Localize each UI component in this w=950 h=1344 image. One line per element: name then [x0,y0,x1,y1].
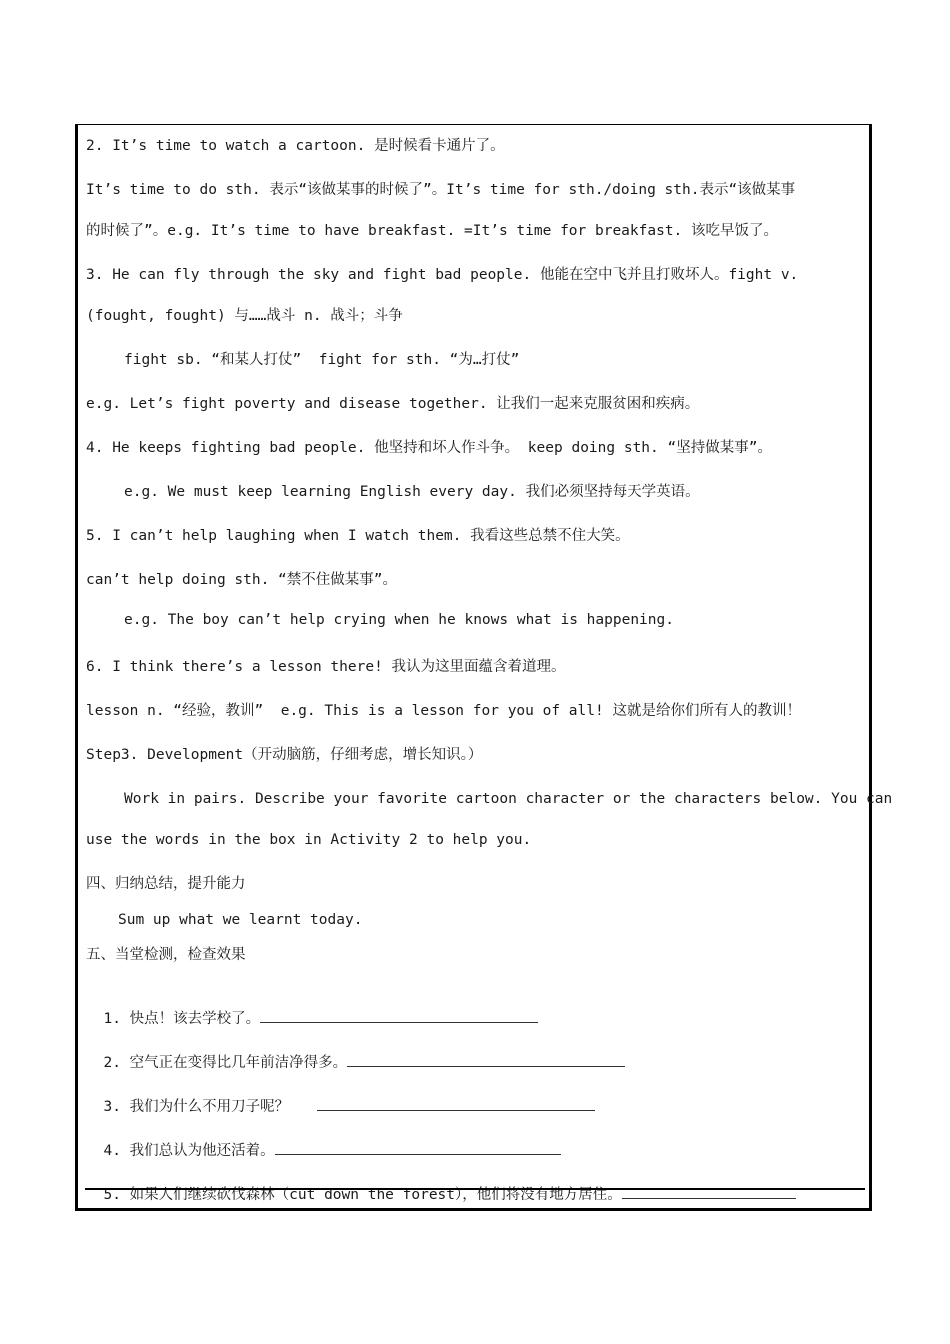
text-line: 3. He can fly through the sky and fight bad people. 他能在空中飞并且打败坏人。fight v. [86,267,799,283]
text-line: 4. He keeps fighting bad people. 他坚持和坏人作斗争。 keep doing sth. “坚持做某事”。 [86,440,772,456]
text-line: e.g. The boy can’t help crying when he knows what is happening. [124,612,674,628]
answer-blank[interactable] [347,1052,625,1067]
text-line: It’s time to do sth. 表示“该做某事的时候了”。It’s time for sth./doing sth.表示“该做某事 [86,182,796,198]
exercise-item [86,1122,561,1160]
text-line: 2. It’s time to watch a cartoon. 是时候看卡通片了。 [86,138,505,154]
text-line: use the words in the box in Activity 2 to help you. [86,832,532,848]
exercise-item [86,1166,796,1204]
section-heading: Step3. Development（开动脑筋，仔细考虑，增长知识。） [86,747,483,763]
exercise-prompt: 4. 我们总认为他还活着。 [103,1143,275,1159]
answer-blank[interactable] [275,1140,561,1155]
text-line: Sum up what we learnt today. [118,912,363,928]
exercise-prompt: 2. 空气正在变得比几年前洁净得多。 [103,1055,348,1071]
exercise-prompt: 5. 如果人们继续砍伐森林（cut down the forest），他们将没有地方居住。 [103,1187,622,1203]
text-line: 的时候了”。e.g. It’s time to have breakfast. =It’s time for breakfast. 该吃早饭了。 [86,223,779,239]
exercise-item [86,1034,625,1072]
answer-blank[interactable] [260,1008,538,1023]
text-line: 5. I can’t help laughing when I watch them. 我看这些总禁不住大笑。 [86,528,630,544]
text-line: can’t help doing sth. “禁不住做某事”。 [86,572,398,588]
section-heading: 四、归纳总结，提升能力 [86,876,246,892]
text-line: e.g. Let’s fight poverty and disease together. 让我们一起来克服贫困和疾病。 [86,396,700,412]
text-line: lesson n. “经验，教训” e.g. This is a lesson for you of all! 这就是给你们所有人的教训！ [86,703,801,719]
text-line: (fought, fought) 与……战斗 n. 战斗；斗争 [86,308,403,324]
section-heading: 五、当堂检测，检查效果 [86,947,246,963]
exercise-item [86,990,538,1028]
exercise-prompt: 1. 快点！该去学校了。 [103,1011,261,1027]
bottom-rule [85,1188,865,1190]
text-line: fight sb. “和某人打仗” fight for sth. “为…打仗” [124,352,520,368]
text-line: 6. I think there’s a lesson there! 我认为这里面蕴含着道理。 [86,659,566,675]
exercise-prompt: 3. 我们为什么不用刀子呢？ [103,1099,290,1115]
answer-blank[interactable] [317,1096,595,1111]
answer-blank[interactable] [622,1184,796,1199]
text-line: e.g. We must keep learning English every day. 我们必须坚持每天学英语。 [124,484,700,500]
exercise-item [86,1078,595,1116]
text-line: Work in pairs. Describe your favorite cartoon character or the characters below. You can [124,791,893,807]
